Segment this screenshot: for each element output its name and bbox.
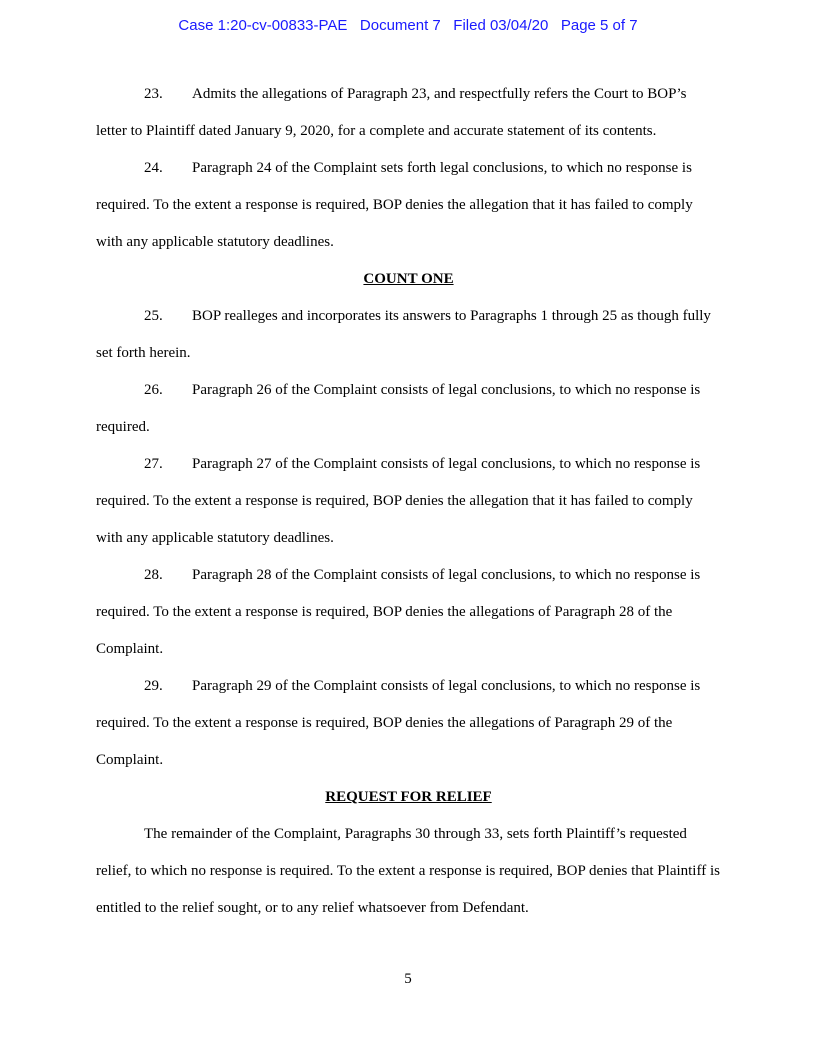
paragraph-number: 24. (144, 160, 163, 176)
paragraph-number: 25. (144, 308, 163, 324)
count-one-heading: COUNT ONE (363, 271, 454, 287)
paragraph-26 (96, 372, 721, 446)
paragraph-25 (96, 298, 721, 372)
paragraph-number: 28. (144, 567, 163, 583)
paragraph-number: 29. (144, 678, 163, 694)
document-body (96, 76, 721, 927)
paragraph-text: BOP realleges and incorporates its answers to Paragraphs 1 through 25 as though fully set forth herein. (96, 308, 711, 361)
paragraph-text: Paragraph 27 of the Complaint consists of legal conclusions, to which no response is required. To the extent a response is required, BOP denies the allegation that it has failed to comply with any applicable statutory deadlines. (96, 456, 701, 546)
request-for-relief-heading: REQUEST FOR RELIEF (325, 789, 492, 805)
paragraph-text: Paragraph 26 of the Complaint consists of legal conclusions, to which no response is required. (96, 382, 701, 435)
paragraph-27 (96, 446, 721, 557)
paragraph-text: Paragraph 28 of the Complaint consists of legal conclusions, to which no response is required. To the extent a response is required, BOP denies the allegations of Paragraph 28 of the Complaint. (96, 567, 701, 657)
paragraph-23 (96, 76, 721, 150)
relief-paragraph: The remainder of the Complaint, Paragraphs 30 through 33, sets forth Plaintiff’s requested relief, to which no response is required. To the extent a response is required, BOP denies that Plaintiff is entitled to the relief sought, or to any relief whatsoever from Defendant. (96, 826, 720, 916)
page-number: 5 (404, 971, 412, 987)
paragraph-number: 23. (144, 86, 163, 102)
paragraph-28 (96, 557, 721, 668)
paragraph-text: Paragraph 24 of the Complaint sets forth legal conclusions, to which no response is required. To the extent a response is required, BOP denies the allegation that it has failed to comply with any applicable statutory deadlines. (96, 160, 693, 250)
paragraph-number: 26. (144, 382, 163, 398)
case-header: Case 1:20-cv-00833-PAE Document 7 Filed 03/04/20 Page 5 of 7 (178, 17, 638, 34)
paragraph-29 (96, 668, 721, 779)
paragraph-24 (96, 150, 721, 261)
paragraph-number: 27. (144, 456, 163, 472)
paragraph-text: Admits the allegations of Paragraph 23, and respectfully refers the Court to BOP’s letter to Plaintiff dated January 9, 2020, for a complete and accurate statement of its contents. (96, 86, 687, 139)
paragraph-text: Paragraph 29 of the Complaint consists of legal conclusions, to which no response is required. To the extent a response is required, BOP denies the allegations of Paragraph 29 of the Complaint. (96, 678, 701, 768)
